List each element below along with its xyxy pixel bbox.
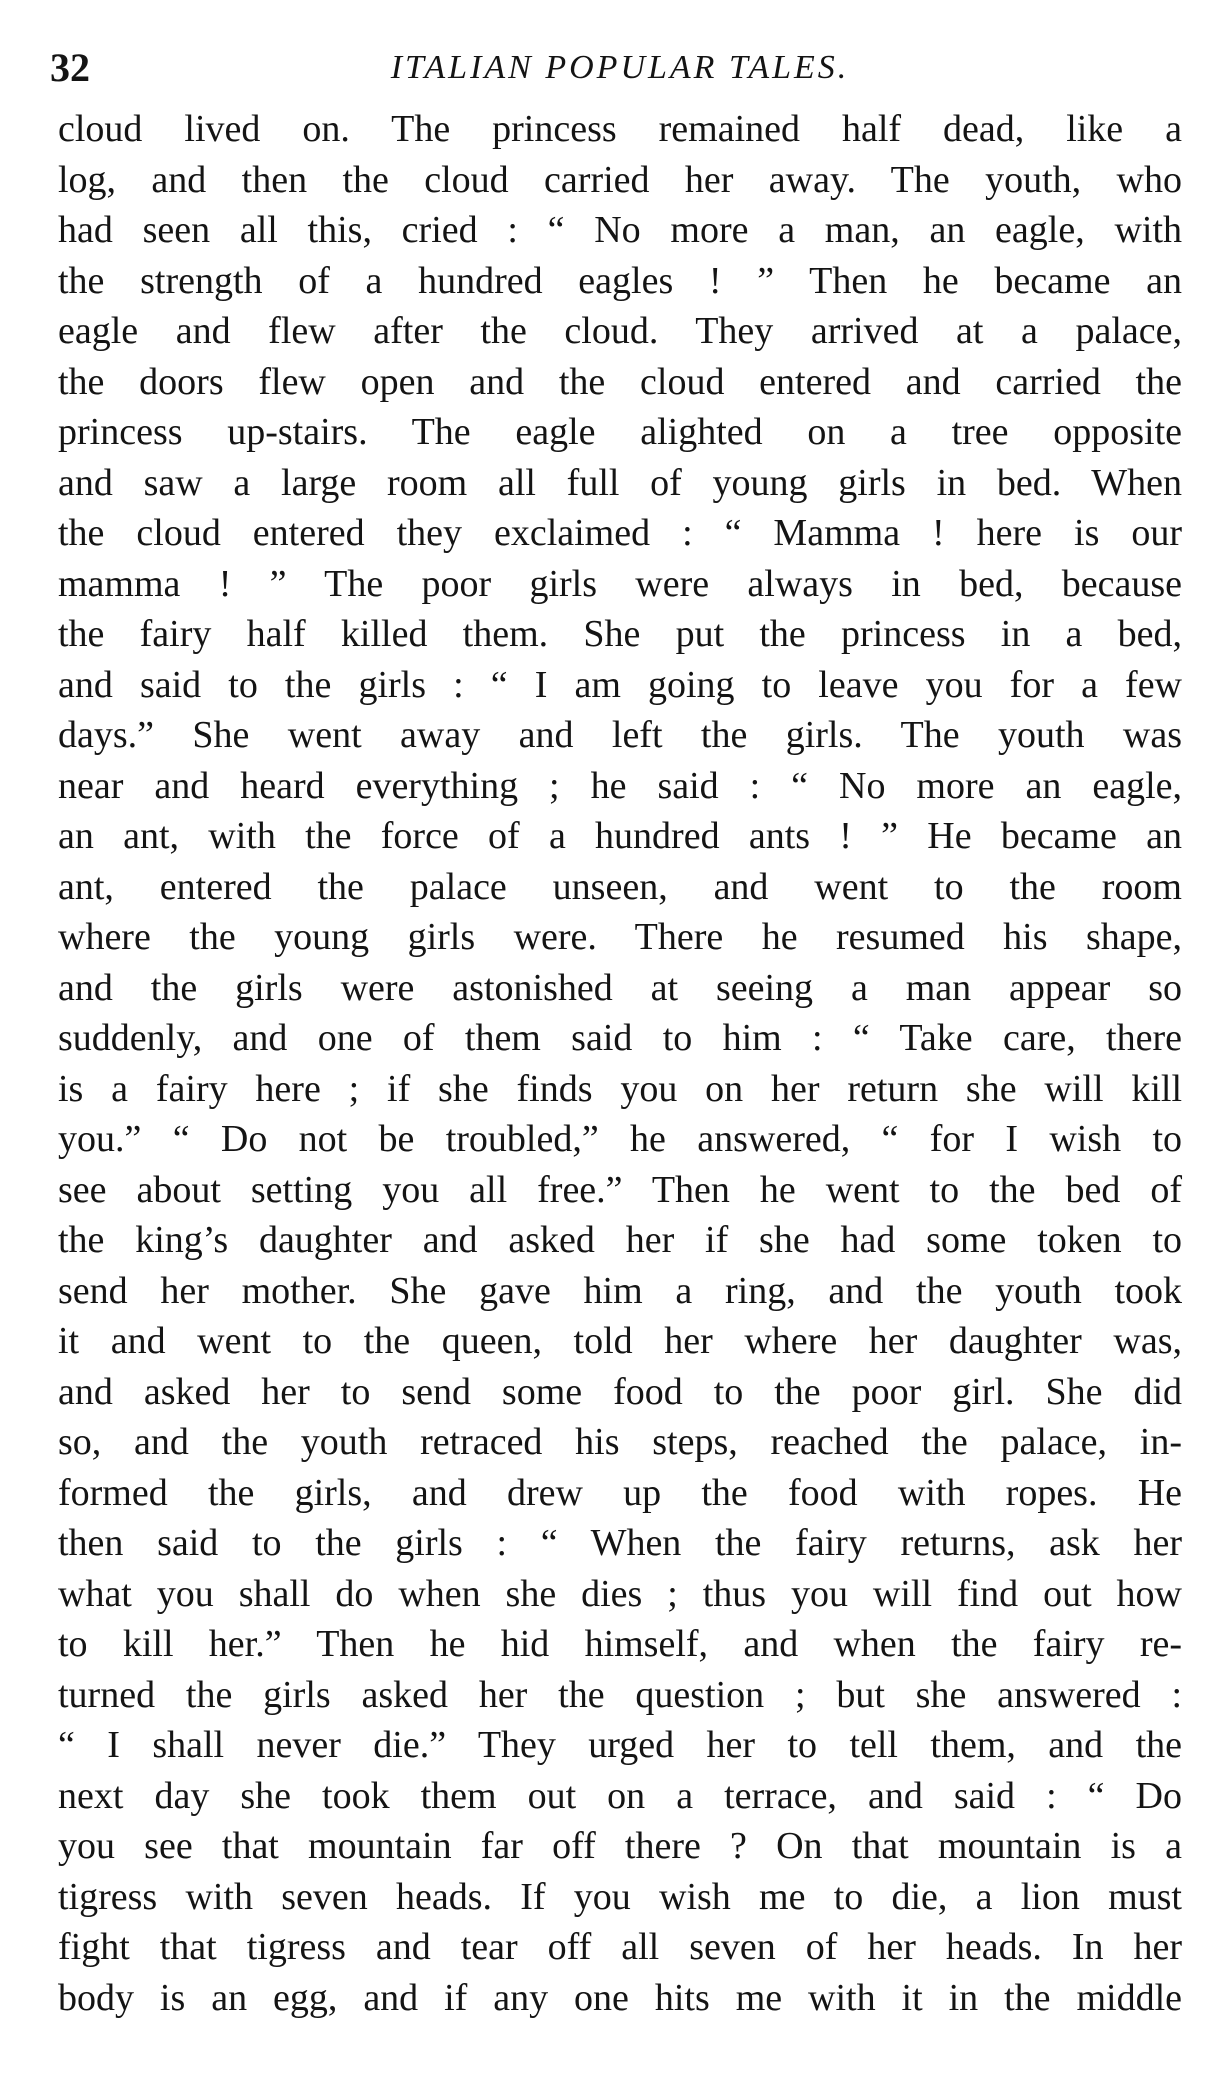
text-line: and saw a large room all full of young girls in bed. When — [58, 461, 1182, 504]
text-line: eagle and flew after the cloud. They arrived at a palace, — [58, 310, 1182, 352]
text-line: it and went to the queen, told her where her daughter was, — [58, 1320, 1182, 1362]
text-line: near and heard everything ; he said : “ No more an eagle, — [58, 764, 1182, 807]
text-line: the king’s daughter and asked her if she had some token to — [58, 1219, 1182, 1261]
text-line: suddenly, and one of them said to him : “ Take care, there — [58, 1017, 1182, 1059]
text-line: next day she took them out on a terrace, and said : “ Do — [58, 1774, 1182, 1817]
text-line: log, and then the cloud carried her away. The youth, who — [58, 158, 1182, 201]
text-line: then said to the girls : “ When the fairy returns, ask her — [58, 1522, 1182, 1564]
text-line: you.” “ Do not be troubled,” he answered, “ for I wish to — [58, 1118, 1182, 1160]
text-line: cloud lived on. The princess remained half dead, like a — [58, 108, 1182, 150]
text-line: and said to the girls : “ I am going to leave you for a few — [58, 663, 1182, 706]
text-line: send her mother. She gave him a ring, and the youth took — [58, 1269, 1182, 1312]
text-line: body is an egg, and if any one hits me with it in the middle — [58, 1976, 1182, 2019]
text-line: formed the girls, and drew up the food with ropes. He — [58, 1471, 1182, 1514]
text-line: fight that tigress and tear off all seven of her heads. In her — [58, 1926, 1182, 1968]
text-line: and the girls were astonished at seeing a man appear so — [58, 966, 1182, 1009]
text-line: the cloud entered they exclaimed : “ Mamma ! here is our — [58, 512, 1182, 554]
text-line: “ I shall never die.” They urged her to tell them, and the — [58, 1724, 1182, 1766]
text-line: had seen all this, cried : “ No more a man, an eagle, with — [58, 209, 1182, 251]
text-line: mamma ! ” The poor girls were always in bed, because — [58, 562, 1182, 605]
text-line: an ant, with the force of a hundred ants ! ” He became an — [58, 815, 1182, 857]
text-line: princess up-stairs. The eagle alighted on a tree opposite — [58, 411, 1182, 453]
text-line: turned the girls asked her the question ; but she answered : — [58, 1673, 1182, 1716]
text-line: days.” She went away and left the girls. The youth was — [58, 714, 1182, 756]
text-line: the strength of a hundred eagles ! ” Then he became an — [58, 259, 1182, 302]
text-line: ant, entered the palace unseen, and went to the room — [58, 865, 1182, 908]
page-header — [50, 38, 1190, 98]
text-line: is a fairy here ; if she finds you on her return she will kill — [58, 1067, 1182, 1110]
text-line: tigress with seven heads. If you wish me to die, a lion must — [58, 1875, 1182, 1918]
text-line: to kill her.” Then he hid himself, and when the fairy re- — [58, 1623, 1182, 1665]
body-text — [58, 104, 1182, 2023]
text-line: what you shall do when she dies ; thus you will find out how — [58, 1572, 1182, 1615]
text-line: the fairy half killed them. She put the princess in a bed, — [58, 613, 1182, 655]
text-line: so, and the youth retraced his steps, reached the palace, in- — [58, 1421, 1182, 1463]
text-line: and asked her to send some food to the poor girl. She did — [58, 1370, 1182, 1413]
running-head: ITALIAN POPULAR TALES. — [390, 49, 850, 86]
text-line: see about setting you all free.” Then he went to the bed of — [58, 1168, 1182, 1211]
text-line: the doors flew open and the cloud entered and carried the — [58, 360, 1182, 403]
page-number: 32 — [50, 45, 90, 90]
text-line: you see that mountain far off there ? On that mountain is a — [58, 1825, 1182, 1867]
text-line: where the young girls were. There he resumed his shape, — [58, 916, 1182, 958]
